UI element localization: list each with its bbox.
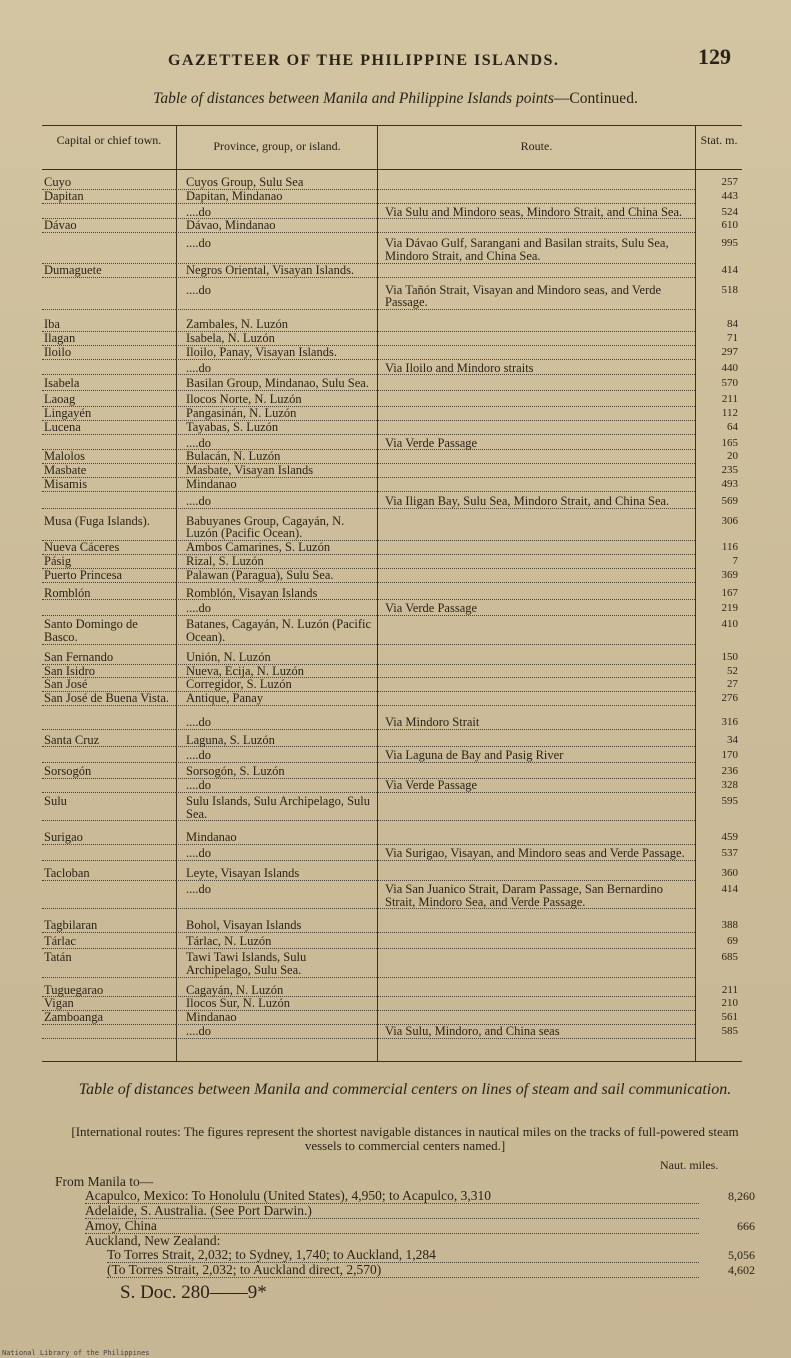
table-row	[42, 883, 742, 910]
town-cell: Musa (Fuga Islands).	[42, 515, 176, 542]
miles-cell: 518	[721, 283, 738, 296]
town-cell: Santo Domingo de Basco.	[42, 618, 176, 645]
province-cell: Mindanao	[176, 831, 377, 845]
header-route: Route.	[520, 139, 553, 153]
miles-cell: 297	[721, 345, 738, 358]
destination-miles: 666	[737, 1219, 755, 1233]
town-cell: Tuguegarao	[42, 984, 176, 998]
province-cell: Laguna, S. Luzón	[176, 734, 377, 748]
table-row	[42, 176, 742, 190]
route-cell	[377, 555, 695, 569]
province-cell: Masbate, Visayan Islands	[176, 464, 377, 478]
miles-cell: 276	[721, 692, 738, 705]
table2-note: [International routes: The figures represent the shortest navigable distances in nautical miles on the tracks of full-powered steam vessels to commercial centers named.]	[71, 1124, 739, 1153]
route-cell: Via Iligan Bay, Sulu Sea, Mindoro Strait, and China Sea.	[377, 495, 695, 509]
library-credit: National Library of the Philippines	[2, 1349, 150, 1357]
province-cell: Romblón, Visayan Islands	[176, 587, 377, 601]
province-cell: ....do	[176, 206, 377, 220]
town-cell: Iba	[42, 318, 176, 332]
town-cell: Pásig	[42, 555, 176, 569]
table-row	[42, 332, 742, 346]
town-cell: Dumaguete	[42, 264, 176, 278]
town-cell: Malolos	[42, 450, 176, 464]
miles-cell: 235	[721, 464, 738, 477]
town-cell: Misamis	[42, 478, 176, 492]
town-cell: Isabela	[42, 377, 176, 391]
town-cell	[42, 437, 176, 451]
header-province: Province, group, or island.	[213, 139, 341, 153]
table-row	[42, 437, 742, 451]
town-cell: Tacloban	[42, 867, 176, 881]
town-cell: Sorsogón	[42, 765, 176, 779]
table-row	[42, 847, 742, 861]
province-cell: Bulacán, N. Luzón	[176, 450, 377, 464]
miles-cell: 210	[721, 997, 738, 1010]
miles-cell: 52	[727, 664, 738, 677]
route-cell	[377, 692, 695, 706]
route-cell	[377, 407, 695, 421]
destination-text: Auckland, New Zealand:	[85, 1233, 221, 1248]
miles-cell: 388	[721, 919, 738, 932]
route-cell	[377, 264, 695, 278]
document-signature: S. Doc. 280——9*	[120, 1282, 267, 1303]
route-cell	[377, 421, 695, 435]
town-cell	[42, 362, 176, 376]
table-row	[42, 362, 742, 376]
table-caption	[0, 90, 791, 108]
town-cell: Lingayén	[42, 407, 176, 421]
town-cell: Laoag	[42, 393, 176, 407]
route-cell: Via Surigao, Visayan, and Mindoro seas and Verde Passage.	[377, 847, 695, 861]
province-cell: Tárlac, N. Luzón	[176, 935, 377, 949]
header-miles: Stat. m.	[700, 133, 738, 147]
miles-cell: 167	[721, 586, 738, 599]
table-row	[42, 765, 742, 779]
from-manila-label: From Manila to—	[55, 1174, 154, 1189]
route-cell: Via Sulu, Mindoro, and China seas	[377, 1025, 695, 1039]
table-row	[42, 393, 742, 407]
miles-cell: 685	[721, 951, 738, 964]
route-cell	[377, 464, 695, 478]
route-cell	[377, 219, 695, 233]
table-row	[42, 190, 742, 204]
route-cell	[377, 190, 695, 204]
table-row	[42, 749, 742, 763]
province-cell: Isabela, N. Luzón	[176, 332, 377, 346]
route-cell	[377, 984, 695, 998]
province-cell: Tayabas, S. Luzón	[176, 421, 377, 435]
town-cell: Vigan	[42, 997, 176, 1011]
province-cell: Pangasinán, N. Luzón	[176, 407, 377, 421]
miles-cell: 440	[721, 361, 738, 374]
miles-cell: 537	[721, 847, 738, 860]
table-row	[42, 587, 742, 601]
route-cell	[377, 346, 695, 360]
miles-cell: 360	[721, 867, 738, 880]
miles-cell: 165	[721, 436, 738, 449]
miles-cell: 459	[721, 831, 738, 844]
table-row	[42, 997, 742, 1011]
province-cell: Cagayán, N. Luzón	[176, 984, 377, 998]
miles-cell: 414	[721, 882, 738, 895]
table-row	[42, 450, 742, 464]
province-cell: Zambales, N. Luzón	[176, 318, 377, 332]
route-cell	[377, 1011, 695, 1025]
running-title: GAZETTEER OF THE PHILIPPINE ISLANDS.	[168, 52, 560, 69]
destination-text: To Torres Strait, 2,032; to Sydney, 1,740; to Auckland, 1,284	[107, 1248, 699, 1263]
province-cell: Dapitan, Mindanao	[176, 190, 377, 204]
page-number: 129	[698, 44, 731, 69]
table-row	[42, 219, 742, 233]
route-cell: Via Tañón Strait, Visayan and Mindoro seas, and Verde Passage.	[377, 284, 695, 311]
province-cell: Mindanao	[176, 478, 377, 492]
town-cell	[42, 284, 176, 311]
destination-miles: 4,602	[728, 1263, 755, 1277]
province-cell: Mindanao	[176, 1011, 377, 1025]
province-cell: ....do	[176, 1025, 377, 1039]
province-cell: Ilocos Sur, N. Luzón	[176, 997, 377, 1011]
route-cell: Via Sulu and Mindoro seas, Mindoro Strait, and China Sea.	[377, 206, 695, 220]
table-row	[42, 618, 742, 645]
miles-cell: 524	[721, 205, 738, 218]
destination-miles	[705, 1204, 755, 1219]
route-cell	[377, 831, 695, 845]
table-row	[42, 464, 742, 478]
route-cell	[377, 651, 695, 665]
destination-item	[55, 1248, 755, 1263]
table-row	[42, 831, 742, 845]
destination-text: (To Torres Strait, 2,032; to Auckland direct, 2,570)	[107, 1263, 699, 1278]
town-cell	[42, 779, 176, 793]
table-row	[42, 779, 742, 793]
town-cell: Masbate	[42, 464, 176, 478]
town-cell	[42, 1025, 176, 1039]
route-cell: Via Verde Passage	[377, 602, 695, 616]
route-cell	[377, 734, 695, 748]
miles-cell: 369	[721, 568, 738, 581]
route-cell	[377, 935, 695, 949]
province-cell: Leyte, Visayan Islands	[176, 867, 377, 881]
miles-cell: 219	[721, 602, 738, 615]
miles-cell: 69	[727, 935, 738, 948]
table-row	[42, 1025, 742, 1039]
header-town: Capital or chief town.	[56, 133, 162, 147]
province-cell: ....do	[176, 749, 377, 763]
table-row	[42, 602, 742, 616]
province-cell: ....do	[176, 437, 377, 451]
town-cell: Sulu	[42, 795, 176, 822]
town-cell: Cuyo	[42, 176, 176, 190]
destination-item	[55, 1189, 755, 1204]
miles-cell: 569	[721, 494, 738, 507]
town-cell: Dávao	[42, 219, 176, 233]
miles-cell: 34	[727, 733, 738, 746]
miles-cell: 595	[721, 794, 738, 807]
miles-cell: 257	[721, 176, 738, 188]
miles-cell: 570	[721, 377, 738, 390]
table-row	[42, 935, 742, 949]
route-cell: Via Iloilo and Mindoro straits	[377, 362, 695, 376]
route-cell	[377, 795, 695, 822]
province-cell: ....do	[176, 779, 377, 793]
town-cell	[42, 883, 176, 910]
town-cell: Nueva Cáceres	[42, 541, 176, 555]
miles-cell: 585	[721, 1025, 738, 1038]
destination-text: Acapulco, Mexico: To Honolulu (United States), 4,950; to Acapulco, 3,310	[85, 1189, 699, 1204]
town-cell: Lucena	[42, 421, 176, 435]
route-cell: Via San Juanico Strait, Daram Passage, San Bernardino Strait, Mindoro Sea, and Verde Passage.	[377, 883, 695, 910]
destination-miles	[705, 1234, 755, 1248]
table-row	[42, 264, 742, 278]
distance-table	[42, 125, 742, 1062]
route-cell	[377, 867, 695, 881]
route-cell	[377, 318, 695, 332]
town-cell: Romblón	[42, 587, 176, 601]
province-cell: ....do	[176, 883, 377, 910]
miles-cell: 150	[721, 650, 738, 663]
province-cell: Sulu Islands, Sulu Archipelago, Sulu Sea.	[176, 795, 377, 822]
route-cell: Via Verde Passage	[377, 437, 695, 451]
route-cell	[377, 678, 695, 692]
town-cell: Dapitan	[42, 190, 176, 204]
route-cell: Via Verde Passage	[377, 779, 695, 793]
town-cell	[42, 495, 176, 509]
table-row	[42, 795, 742, 822]
miles-cell: 236	[721, 765, 738, 778]
table-row	[42, 495, 742, 509]
miles-cell: 20	[727, 450, 738, 463]
table-row	[42, 237, 742, 264]
province-cell: Iloilo, Panay, Visayan Islands.	[176, 346, 377, 360]
destination-miles: 5,056	[728, 1248, 755, 1262]
table-row	[42, 734, 742, 748]
town-cell: Tárlac	[42, 935, 176, 949]
province-cell: Dávao, Mindanao	[176, 219, 377, 233]
province-cell: Ilocos Norte, N. Luzón	[176, 393, 377, 407]
miles-cell: 7	[732, 554, 738, 567]
province-cell: Nueva, Ecija, N. Luzón	[176, 665, 377, 679]
table-row	[42, 1011, 742, 1025]
destination-item	[55, 1263, 755, 1278]
town-cell: San Isidro	[42, 665, 176, 679]
province-cell: ....do	[176, 362, 377, 376]
town-cell	[42, 716, 176, 730]
miles-cell: 211	[721, 983, 738, 996]
table-row	[42, 515, 742, 542]
miles-cell: 443	[721, 189, 738, 202]
miles-cell: 414	[721, 263, 738, 276]
route-cell	[377, 919, 695, 933]
route-cell	[377, 951, 695, 978]
town-cell: Tatán	[42, 951, 176, 978]
province-cell: Antique, Panay	[176, 692, 377, 706]
naut-miles-label: Naut. miles.	[660, 1158, 719, 1172]
table-row	[42, 665, 742, 679]
province-cell: Babuyanes Group, Cagayán, N. Luzón (Pacific Ocean).	[176, 515, 377, 542]
province-cell: ....do	[176, 602, 377, 616]
miles-cell: 64	[727, 420, 738, 433]
table-row	[42, 284, 742, 311]
town-cell	[42, 206, 176, 220]
province-cell: ....do	[176, 284, 377, 311]
province-cell: ....do	[176, 847, 377, 861]
destination-list	[55, 1175, 755, 1278]
route-cell	[377, 377, 695, 391]
table-row	[42, 555, 742, 569]
province-cell: ....do	[176, 237, 377, 264]
province-cell: Rizal, S. Luzón	[176, 555, 377, 569]
town-cell: Santa Cruz	[42, 734, 176, 748]
province-cell: Sorsogón, S. Luzón	[176, 765, 377, 779]
table-row	[42, 377, 742, 391]
miles-cell: 306	[721, 514, 738, 527]
header-rule	[42, 169, 742, 170]
miles-cell: 84	[727, 318, 738, 331]
caption-continued: —Continued.	[553, 90, 638, 107]
route-cell	[377, 665, 695, 679]
destination-item	[55, 1219, 755, 1234]
miles-cell: 170	[721, 749, 738, 762]
route-cell: Via Laguna de Bay and Pasig River	[377, 749, 695, 763]
table-row	[42, 318, 742, 332]
province-cell: ....do	[176, 495, 377, 509]
town-cell	[42, 237, 176, 264]
table-row	[42, 867, 742, 881]
miles-cell: 211	[721, 393, 738, 406]
destination-text: Amoy, China	[85, 1219, 699, 1234]
table-row	[42, 919, 742, 933]
route-cell: Via Mindoro Strait	[377, 716, 695, 730]
table-row	[42, 421, 742, 435]
table-row	[42, 206, 742, 220]
miles-cell: 561	[721, 1011, 738, 1024]
route-cell	[377, 515, 695, 542]
town-cell: San José	[42, 678, 176, 692]
miles-cell: 71	[727, 331, 738, 344]
miles-cell: 27	[727, 678, 738, 691]
table-row	[42, 541, 742, 555]
town-cell	[42, 749, 176, 763]
town-cell: Zamboanga	[42, 1011, 176, 1025]
route-cell	[377, 997, 695, 1011]
miles-cell: 610	[721, 219, 738, 232]
table-row	[42, 678, 742, 692]
destination-miles: 8,260	[728, 1189, 755, 1203]
miles-cell: 316	[721, 715, 738, 728]
province-cell: Negros Oriental, Visayan Islands.	[176, 264, 377, 278]
table-row	[42, 651, 742, 665]
table-row	[42, 951, 742, 978]
route-cell	[377, 393, 695, 407]
table-row	[42, 478, 742, 492]
caption-italic: Table of distances between Manila and Philippine Islands points	[153, 90, 554, 107]
route-cell	[377, 618, 695, 645]
route-cell	[377, 332, 695, 346]
province-cell: Ambos Camarines, S. Luzón	[176, 541, 377, 555]
table-row	[42, 346, 742, 360]
province-cell: Palawan (Paragua), Sulu Sea.	[176, 569, 377, 583]
miles-cell: 410	[721, 618, 738, 631]
province-cell: Unión, N. Luzón	[176, 651, 377, 665]
route-cell	[377, 176, 695, 190]
table2-caption: Table of distances between Manila and commercial centers on lines of steam and sail communication.	[78, 1081, 732, 1098]
table-body	[42, 176, 742, 1039]
miles-cell: 493	[721, 477, 738, 490]
town-cell	[42, 847, 176, 861]
town-cell: Ilagan	[42, 332, 176, 346]
route-cell	[377, 478, 695, 492]
route-cell	[377, 569, 695, 583]
province-cell: ....do	[176, 716, 377, 730]
table-row	[42, 716, 742, 730]
province-cell: Batanes, Cagayán, N. Luzón (Pacific Ocean).	[176, 618, 377, 645]
town-cell	[42, 602, 176, 616]
town-cell: Tagbilaran	[42, 919, 176, 933]
province-cell: Basilan Group, Mindanao, Sulu Sea.	[176, 377, 377, 391]
province-cell: Bohol, Visayan Islands	[176, 919, 377, 933]
destination-text: Adelaide, S. Australia. (See Port Darwin.)	[85, 1204, 699, 1219]
route-cell	[377, 450, 695, 464]
town-cell: Puerto Princesa	[42, 569, 176, 583]
route-cell	[377, 765, 695, 779]
town-cell: Iloilo	[42, 346, 176, 360]
town-cell: San José de Buena Vista.	[42, 692, 176, 706]
route-cell	[377, 587, 695, 601]
miles-cell: 112	[721, 406, 738, 419]
table-row	[42, 569, 742, 583]
destination-item	[55, 1204, 755, 1219]
town-cell: Surigao	[42, 831, 176, 845]
miles-cell: 995	[721, 237, 738, 250]
province-cell: Corregidor, S. Luzón	[176, 678, 377, 692]
miles-cell: 116	[721, 541, 738, 554]
miles-cell: 328	[721, 779, 738, 792]
province-cell: Cuyos Group, Sulu Sea	[176, 176, 377, 190]
town-cell: San Fernando	[42, 651, 176, 665]
destination-item	[55, 1234, 755, 1248]
route-cell: Via Dávao Gulf, Sarangani and Basilan straits, Sulu Sea, Mindoro Strait, and China Sea.	[377, 237, 695, 264]
table-row	[42, 692, 742, 706]
table-row	[42, 984, 742, 998]
table-row	[42, 407, 742, 421]
province-cell: Tawi Tawi Islands, Sulu Archipelago, Sulu Sea.	[176, 951, 377, 978]
route-cell	[377, 541, 695, 555]
